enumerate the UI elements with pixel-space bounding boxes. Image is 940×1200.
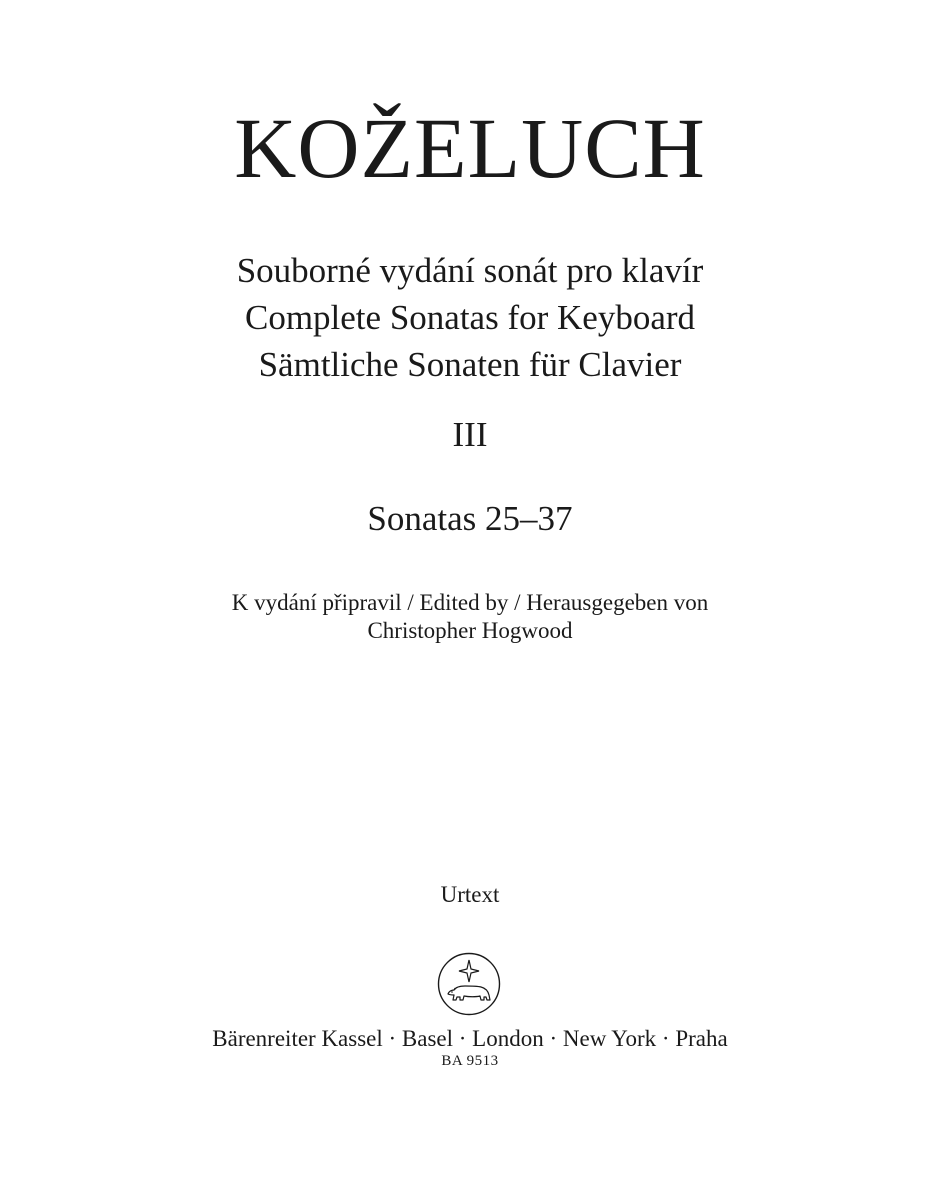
editor-credit-line: K vydání připravil / Edited by / Herausgegeben von (231, 590, 709, 615)
subtitle-german: Sämtliche Sonaten für Clavier (258, 345, 682, 384)
composer-name: KOŽELUCH (234, 100, 706, 196)
barenreiter-bear-logo-icon (436, 951, 502, 1017)
publisher-locations: Bärenreiter Kassel · Basel · London · New York · Praha (212, 1026, 728, 1051)
urtext-label: Urtext (440, 882, 500, 907)
volume-number: III (452, 415, 488, 454)
sonatas-range: Sonatas 25–37 (367, 499, 573, 538)
catalog-number: BA 9513 (441, 1053, 499, 1069)
editor-name: Christopher Hogwood (367, 618, 573, 643)
subtitle-english: Complete Sonatas for Keyboard (244, 298, 696, 337)
subtitle-czech: Souborné vydání sonát pro klavír (236, 251, 704, 290)
